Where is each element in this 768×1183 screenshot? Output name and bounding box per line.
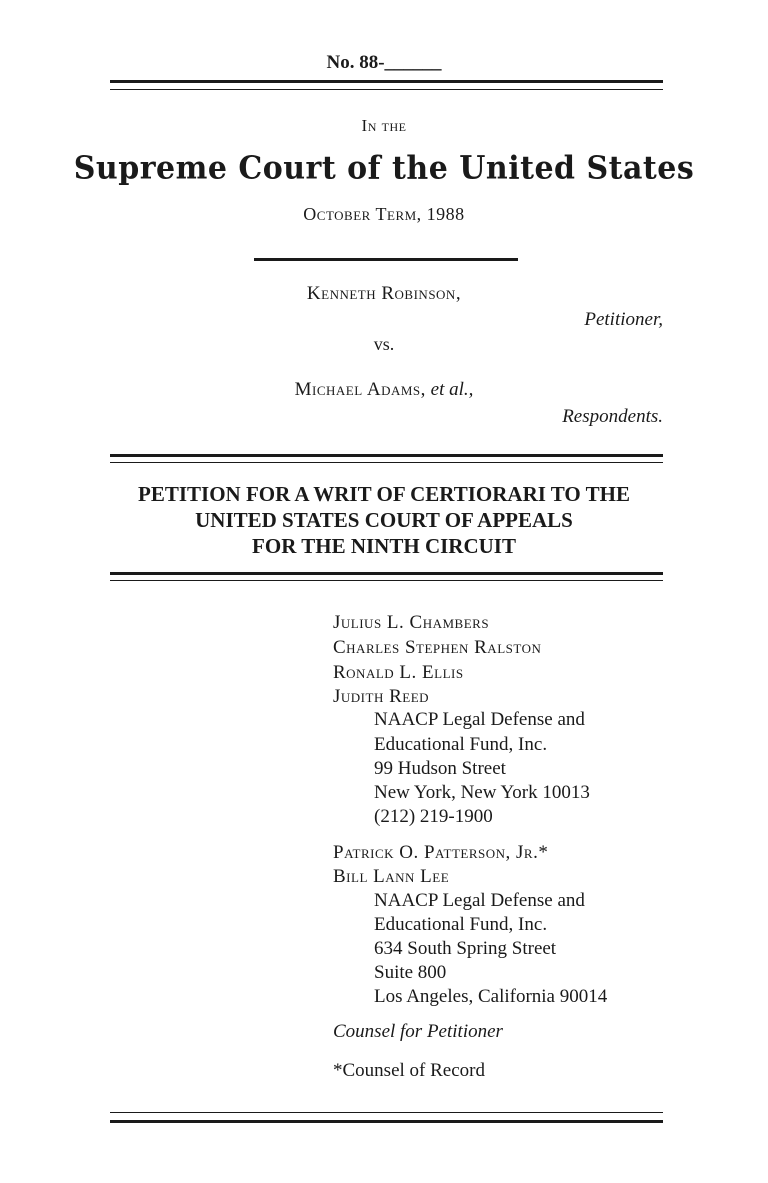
rule-mid-thin-2 (110, 580, 663, 581)
address-line: (212) 219-1900 (374, 806, 493, 827)
address-line: NAACP Legal Defense and (374, 890, 585, 911)
address-line: Los Angeles, California 90014 (374, 986, 608, 1007)
address-line: Educational Fund, Inc. (374, 914, 548, 935)
counsel-name: Bill Lann Lee (333, 866, 450, 887)
court-name: Supreme Court of the United States (73, 150, 695, 187)
petitioner-role: Petitioner, (584, 309, 663, 330)
counsel-name: Julius L. Chambers (333, 612, 490, 633)
versus-label: vs. (373, 334, 395, 354)
respondent-name: Michael Adams, (294, 379, 426, 400)
address-line: Suite 800 (374, 962, 447, 983)
petition-title-line-3: FOR THE NINTH CIRCUIT (252, 534, 516, 558)
address-line: NAACP Legal Defense and (374, 709, 585, 730)
petition-title-line-1: PETITION FOR A WRIT OF CERTIORARI TO THE (138, 482, 630, 506)
rule-top-thin (110, 89, 663, 90)
counsel-name: Ronald L. Ellis (333, 662, 464, 683)
in-the-label: In the (361, 116, 407, 135)
counsel-name: Patrick O. Patterson, Jr.* (333, 842, 549, 863)
rule-top-thick (110, 80, 663, 83)
petition-title (0, 481, 768, 559)
counsel-name: Judith Reed (333, 686, 430, 707)
rule-bottom-thick (110, 1120, 663, 1123)
rule-mid-thick-1 (110, 454, 663, 457)
petition-title-line-2: UNITED STATES COURT OF APPEALS (195, 508, 573, 532)
respondent-role: Respondents. (562, 406, 663, 427)
address-line: 634 South Spring Street (374, 938, 557, 959)
docket-number: No. 88-______ (326, 52, 442, 73)
rule-mid-thick-2 (110, 572, 663, 575)
address-line: 99 Hudson Street (374, 758, 506, 779)
counsel-for-label: Counsel for Petitioner (333, 1021, 503, 1042)
respondent-etal: et al., (430, 379, 474, 400)
rule-mid-thin-1 (110, 462, 663, 463)
address-line: New York, New York 10013 (374, 782, 590, 803)
address-line: Educational Fund, Inc. (374, 734, 548, 755)
rule-bottom-thin (110, 1112, 663, 1113)
respondent-line (0, 379, 768, 401)
counsel-of-record-note: *Counsel of Record (333, 1060, 485, 1081)
caption-divider (254, 258, 518, 261)
term-label: October Term, 1988 (303, 204, 465, 224)
counsel-name: Charles Stephen Ralston (333, 637, 542, 658)
petitioner-name: Kenneth Robinson, (306, 283, 462, 304)
